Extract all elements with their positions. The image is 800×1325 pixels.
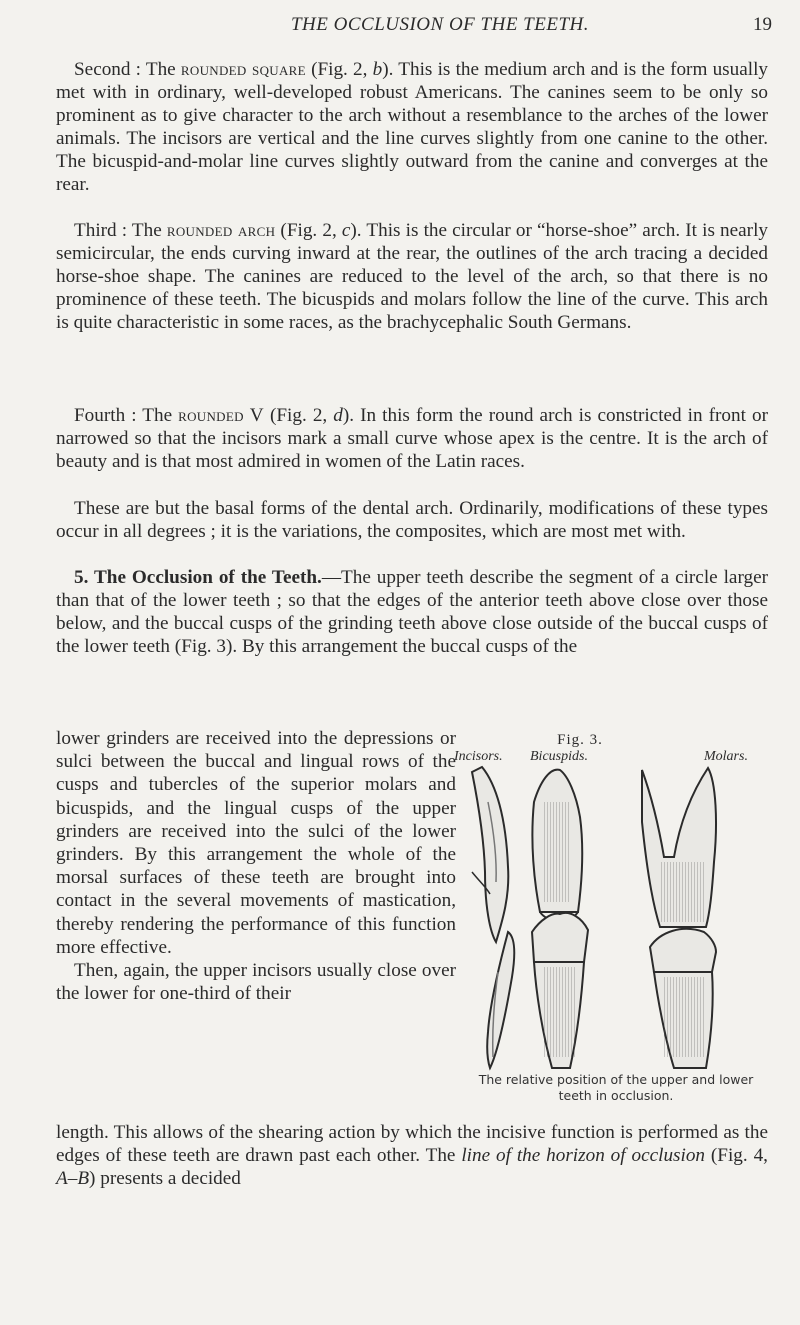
fig-ref-letter: d [333,405,343,426]
para-body: ). This is the medium arch and is the form usually met with in ordinary, well-developed robust Americans. The canines seem to be only so prominent as to give character to the arch without a resemblance to the arches of the lower animals. The incisors are vertical and the line curves slightly from one canine to the other. The bicuspid-and-molar line curves slightly outward from the canine and converges at the rear. [56,59,768,196]
incisor-tooth [472,767,514,1068]
para-lead: Fourth : The [74,405,179,426]
fig-ref: (Fig. 2, [275,220,342,241]
term-rounded-square: rounded square [180,59,306,80]
fig-ref: (Fig. 2, [305,59,373,80]
molar-tooth [642,768,716,1068]
fig-ref: (Fig. 2, [263,405,334,426]
para-end: ) presents a decided [89,1168,241,1190]
occlusion-teeth-illustration [460,762,780,1072]
figure-caption: The relative position of the upper and lower teeth in occlusion. [478,1072,754,1103]
fig-ref: (Fig. 4, [705,1145,768,1167]
fig-ref-letters: A–B [56,1168,90,1190]
page-number: 19 [753,14,772,35]
para-body: —The upper teeth describe the segment of a circle larger than that of the lower teeth ; so that the edges of the anterior teeth above close over those below, and the buccal cusps of the grinding teeth above close outside of the buccal cusps of the lower teeth (Fig. 3). By this arrangement the buccal cusps of the [56,567,768,658]
paragraph-fourth [56,404,768,473]
para-lead: Third : The [74,220,167,241]
term-rounded-v: rounded V [178,405,264,426]
para-body: ). In this form the round arch is constricted in front or narrowed so that the incisors mark a small curve whose apex is the centre. It is the arch of beauty and is that most admired in women of the Latin races. [56,405,768,473]
label-molars: Molars. [704,749,748,764]
paragraph-third [56,219,768,334]
paragraph-second [56,58,768,197]
label-bicuspids: Bicuspids. [530,749,588,764]
paragraph-section-5 [56,566,768,658]
wrapped-text-column [56,727,456,1005]
bicuspid-tooth [532,770,588,1068]
para-body: length. This allows of the shearing action by which the incisive function is performed as the edges of these teeth are drawn past each other. The [56,1122,768,1167]
fig-ref-letter: b [372,59,383,80]
paragraph-tail [56,1121,768,1190]
paragraph-then: Then, again, the upper incisors usually close over the lower for one-third of their [56,960,456,1005]
section-heading: 5. The Occlusion of the Teeth. [74,567,322,588]
paragraph-basal: These are but the basal forms of the dental arch. Ordinarily, modifications of these types occur in all degrees ; it is the variations, the composites, which are most met with. [56,498,768,543]
term-rounded-arch: rounded arch [166,220,276,241]
fig-ref-letter: c [341,220,351,241]
para-lead: Second : The [74,59,181,80]
figure-title: Fig. 3. [557,732,603,748]
italic-term: line of the horizon of occlusion [461,1145,706,1167]
label-incisors: Incisors. [454,749,503,764]
paragraph-continued: lower grinders are received into the depressions or sulci between the buccal and lingual rows of the cusps and tubercles of the superior molars and bicuspids, and the lingual cusps of the upper grinders are received into the sulci of the lower grinders. By this arrangement the whole of the morsal surfaces of these teeth are brought into contact in the several movements of mastication, thereby rendering the performance of this function more effective. [56,728,456,958]
running-title: THE OCCLUSION OF THE TEETH. [290,14,589,35]
para-body: ). This is the circular or “horse-shoe” arch. It is nearly semicircular, the ends curving inward at the rear, the outlines of the arch tracing a decided horse-shoe shape. The canines are reduced to the level of the arch, so that there is no prominence of these teeth. The bicuspids and molars follow the line of the curve. This arch is quite characteristic in some races, as the brachycephalic South Germans. [56,220,768,334]
